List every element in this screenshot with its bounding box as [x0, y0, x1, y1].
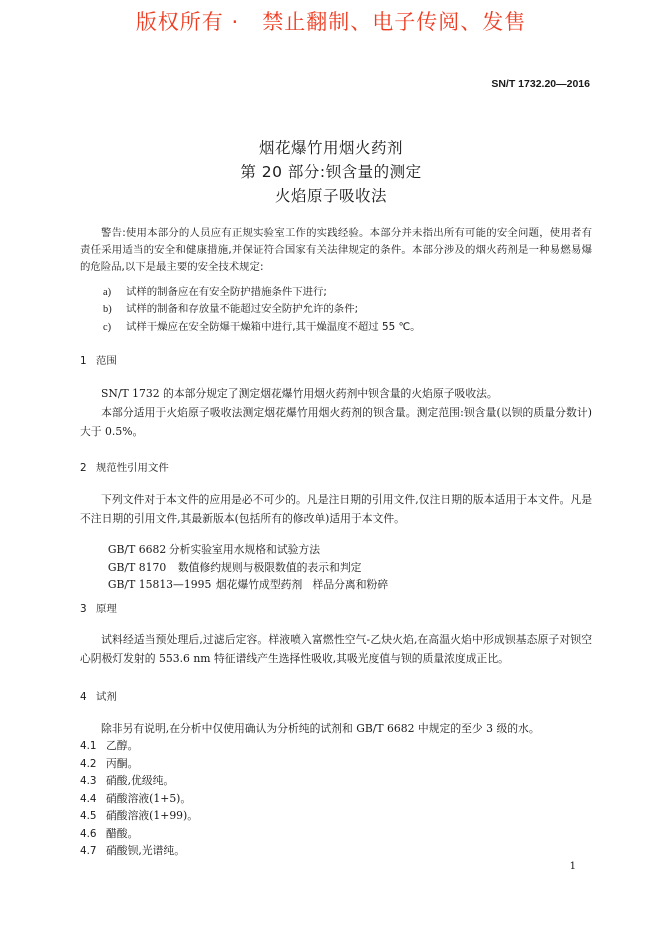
section-number: 2: [80, 462, 87, 474]
reference-title: 分析实验室用水规格和试验方法: [168, 543, 321, 556]
reagent-number: 4.7: [80, 845, 97, 857]
warning-item: [103, 318, 421, 333]
reference-code: GB/T 15813—1995: [107, 578, 212, 591]
reagent-number: 4.3: [80, 775, 97, 787]
reagent-number: 4.5: [80, 810, 97, 822]
reagent-text: 醋酸。: [106, 827, 139, 840]
principle-paragraph: 试料经适当预处理后,过滤后定容。样液喷入富燃性空气-乙炔火焰,在高温火焰中形成钡基态原子对钡空心阴极灯发射的 553.6 nm 特征谱线产生选择性吸收,其吸光度值与钡的质量浓度成正比。: [80, 633, 592, 665]
warning-item: [103, 283, 327, 298]
section-number: 3: [80, 603, 87, 615]
reagent-item: [80, 808, 198, 823]
document-title-line1: 烟花爆竹用烟火药剂: [258, 139, 403, 157]
reference-code: GB/T 6682: [107, 543, 167, 556]
standard-number: SN/T 1732.20—2016: [491, 78, 590, 90]
normative-paragraph: 下列文件对于本文件的应用是必不可少的。凡是注日期的引用文件,仅注日期的版本适用于本文件。凡是不注日期的引用文件,其最新版本(包括所有的修改单)适用于本文件。: [80, 493, 592, 525]
section-title: 范围: [96, 355, 117, 367]
reagent-item: [80, 791, 191, 806]
warning-item-label: b): [103, 304, 112, 315]
reagent-item: [80, 826, 138, 841]
warning-item-text: 试样的制备应在有安全防护措施条件下进行;: [126, 286, 327, 298]
section-heading-scope: [80, 352, 117, 367]
reagent-number: 4.2: [80, 758, 97, 770]
reagents-paragraph: 除非另有说明,在分析中仅使用确认为分析纯的试剂和 GB/T 6682 中规定的至少 3 级的水。: [101, 722, 540, 735]
document-title-line3: 火焰原子吸收法: [274, 187, 387, 205]
section-title: 原理: [96, 603, 117, 615]
reagent-item: [80, 756, 138, 771]
reagent-text: 乙醇。: [106, 739, 139, 752]
copyright-banner: 版权所有 · 禁止翻制、电子传阅、发售: [135, 10, 527, 34]
reagent-item: [80, 773, 174, 788]
warning-item: [103, 300, 358, 315]
reagent-text: 硝酸溶液(1+5)。: [106, 792, 192, 805]
scope-paragraph-2: 本部分适用于火焰原子吸收法测定烟花爆竹用烟火药剂的钡含量。测定范围:钡含量(以钡的质量分数计)大于 0.5%。: [80, 406, 592, 438]
section-number: 1: [80, 355, 87, 367]
reference-title: 数值修约规则与极限数值的表示和判定: [177, 561, 362, 574]
page-number: 1: [569, 861, 576, 872]
section-heading-normative: [80, 459, 169, 474]
warning-item-label: a): [103, 287, 112, 298]
reference-item: [101, 564, 388, 592]
section-heading-reagents: [80, 688, 117, 703]
reagent-text: 丙酮。: [106, 757, 139, 770]
section-number: 4: [80, 691, 87, 703]
reagent-text: 硝酸钡,光谱纯。: [106, 844, 186, 857]
section-heading-principle: [80, 600, 117, 615]
reagent-number: 4.4: [80, 793, 97, 805]
reagent-number: 4.6: [80, 828, 97, 840]
section-title: 规范性引用文件: [96, 462, 169, 474]
warning-item-label: c): [103, 322, 112, 333]
warning-item-text: 试样的制备和存放量不能超过安全防护允许的条件;: [126, 303, 359, 315]
reagent-item: [80, 843, 185, 858]
reagent-item: [80, 738, 138, 753]
reagent-text: 硝酸,优级纯。: [106, 774, 175, 787]
warning-paragraph: 警告:使用本部分的人员应有正规实验室工作的实践经验。本部分并未指出所有可能的安全问题，使用者有责任采用适当的安全和健康措施,并保证符合国家有关法律规定的条件。本部分涉及的烟火药剂是一种易燃易爆的危险品,以下是最主要的安全技术规定:: [80, 227, 592, 273]
reagent-number: 4.1: [80, 740, 97, 752]
section-title: 试剂: [96, 691, 117, 703]
reagent-text: 硝酸溶液(1+99)。: [106, 809, 199, 822]
scope-paragraph-1: SN/T 1732 的本部分规定了测定烟花爆竹用烟火药剂中钡含量的火焰原子吸收法。: [101, 387, 498, 400]
reference-title: 烟花爆竹成型药剂 样品分离和粉碎: [215, 578, 389, 591]
warning-item-text: 试样干燥应在安全防爆干燥箱中进行,其干燥温度不超过 55 ℃。: [126, 321, 421, 333]
document-title-line2: 第 20 部分:钡含量的测定: [240, 163, 422, 181]
reference-code: GB/T 8170: [107, 561, 167, 574]
